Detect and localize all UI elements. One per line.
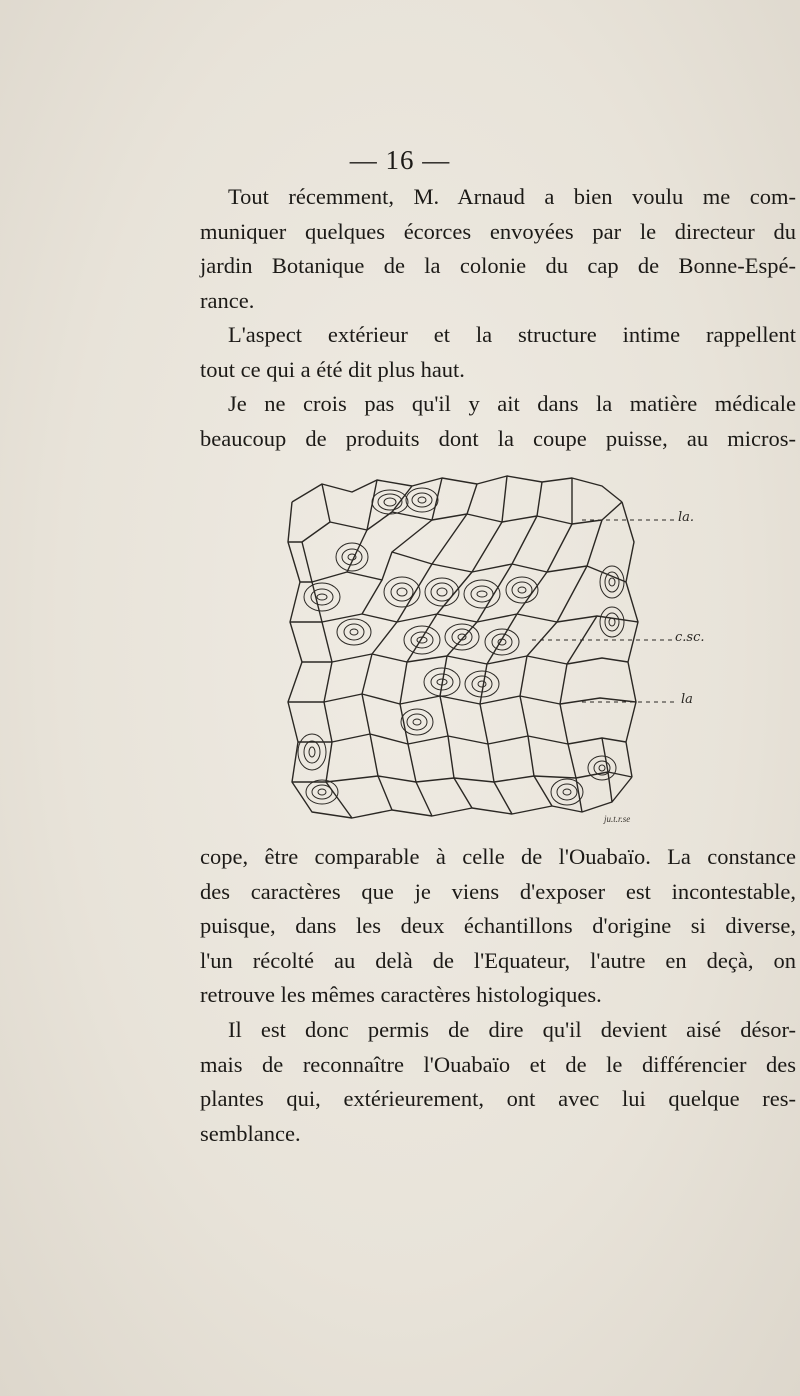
engraver-signature: ju.t.r.se — [604, 814, 631, 824]
text-line: des caractères que je viens d'exposer est incontestable, — [200, 878, 796, 904]
page-number: — 16 — — [349, 145, 451, 175]
text-line: L'aspect extérieur et la structure intime rappellent — [228, 322, 796, 347]
text-line: retrouve les mêmes caractères histologiques. — [200, 982, 602, 1008]
text-line: cope, être comparable à celle de l'Ouabaïo. La constance — [200, 844, 796, 869]
text-line: beaucoup de produits dont la coupe puisse, au micros- — [200, 425, 796, 451]
histology-figure — [282, 472, 722, 832]
cell-section-illustration — [282, 472, 722, 832]
text-line: Il est donc permis de dire qu'il devient aisé désor- — [228, 1017, 796, 1042]
text-line: tout ce qui a été dit plus haut. — [200, 356, 465, 382]
paragraph-5 — [200, 1013, 796, 1151]
paragraph-4 — [200, 840, 796, 1013]
text-line: l'un récolté au delà de l'Equateur, l'autre en deçà, on — [200, 947, 796, 973]
figure-label-la: la. — [678, 510, 695, 525]
text-line: Je ne crois pas qu'il y ait dans la matière médicale — [228, 391, 796, 416]
paragraph-3 — [200, 387, 796, 456]
text-line: jardin Botanique de la colonie du cap de Bonne-Espé- — [200, 253, 796, 279]
text-line: muniquer quelques écorces envoyées par le directeur du — [200, 218, 796, 244]
paragraph-2 — [200, 318, 796, 387]
text-line: rance. — [200, 287, 255, 313]
text-line: mais de reconnaître l'Ouabaïo et de le différencier des — [200, 1051, 796, 1077]
text-line: semblance. — [200, 1120, 301, 1146]
figure-label-csc: c.sc. — [675, 630, 705, 645]
text-line: Tout récemment, M. Arnaud a bien voulu me com- — [228, 184, 796, 209]
text-line: puisque, dans les deux échantillons d'origine si diverse, — [200, 913, 796, 939]
paragraph-1 — [200, 180, 796, 318]
text-line: plantes qui, extérieurement, ont avec lui quelque res- — [200, 1086, 796, 1112]
figure-label-la-2: la — [681, 692, 693, 707]
